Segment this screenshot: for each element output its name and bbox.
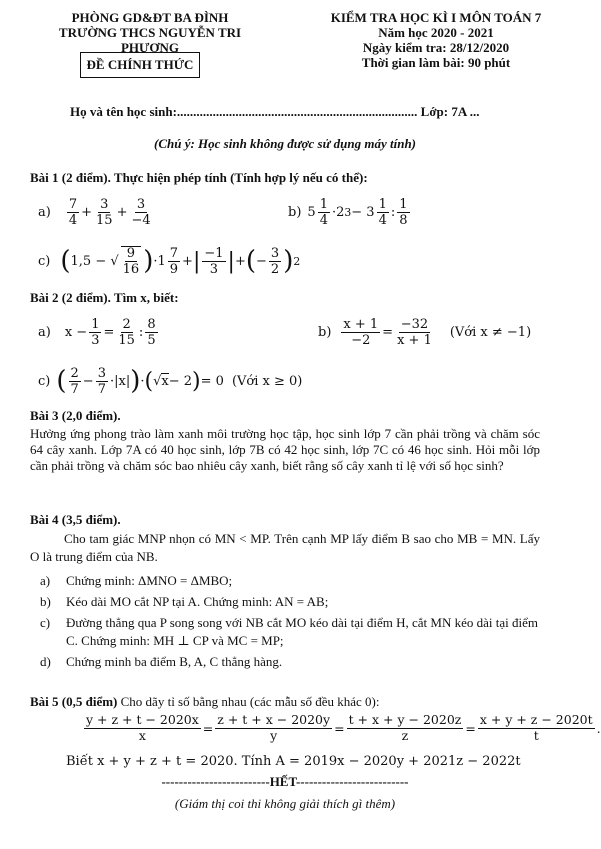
office-name: PHÒNG GD&ĐT BA ĐÌNH — [71, 10, 229, 25]
school-year: Năm học 2020 - 2021 — [378, 25, 494, 40]
bai4-items — [40, 572, 540, 671]
item-label: a) — [40, 573, 51, 588]
bai2-a-label: a) — [38, 325, 51, 340]
exam-duration: Thời gian làm bài: 90 phút — [361, 55, 511, 70]
bai2-b-condition: (Với x ≠ −1) — [449, 325, 532, 340]
bai1-b: b) 5 $\frac{1}{4}$ ·2 3 − 3 $\frac{1}{4}$ : $\frac{1}{8}$ — [288, 197, 408, 228]
school-name: TRƯỜNG THCS NGUYỄN TRI PHƯƠNG — [58, 25, 242, 55]
bai4-item-d — [40, 653, 540, 671]
item-text: Kéo dài MO cắt NP tại A. Chứng minh: AN = AB; — [66, 594, 329, 609]
bai1-c: c) ( 1,5 − √ $\frac{9}{16}$ ) ·1 $\frac{7}{9}$ + | $\frac{-1}{3}$ | + ( − $\frac{3}{2}$ ) 2 — [38, 245, 301, 277]
bai1-title: Bài 1 (2 điểm). Thực hiện phép tính (Tính hợp lý nếu có thể): — [30, 170, 368, 185]
fraction: $\frac{7}{4}$ — [68, 197, 78, 228]
bai3-title: Bài 3 (2,0 điểm). — [30, 408, 121, 423]
ratio-1: $\frac{y + z + t - 2020x}{x}$ — [86, 712, 199, 743]
item-label: d) — [40, 654, 51, 669]
official-label: ĐỀ CHÍNH THỨC — [86, 57, 194, 72]
footer-note: (Giám thị coi thi không giải thích gì thêm) — [174, 796, 396, 811]
bai3-text: Hưởng ứng phong trào làm xanh môi trường học tập, học sinh lớp 7 cần phải trồng và chăm sóc 64 cây xanh. Lớp 7A có 40 học sinh, lớp 7B có 42 học sinh, lớp 7C có 46 học sinh. Hỏi mỗi lớp cần phải trồng và chăm sóc bao nhiêu cây xanh, biết rằng số cây xanh tỉ lệ với số học sinh? — [30, 426, 540, 473]
end-marker: -------------------------HẾT-------------------------- — [161, 774, 409, 789]
exam-date: Ngày kiểm tra: 28/12/2020 — [362, 40, 510, 55]
ratio-3: $\frac{t + x + y - 2020z}{z}$ — [348, 712, 462, 743]
bai5-intro: Cho dãy tỉ số bằng nhau (các mẫu số đều khác 0): — [120, 694, 380, 709]
bai2-b: b) $\frac{x + 1}{-2}$ = $\frac{-32}{x + 1}$ (Với x ≠ −1) — [318, 317, 532, 348]
student-name-label: Họ và tên học sinh:.......................................................................... — [70, 104, 418, 119]
fraction: $\frac{3}{15}$ — [96, 197, 113, 228]
student-line — [70, 104, 540, 120]
bai4-item-b — [40, 593, 540, 611]
bai5-title: Bài 5 (0,5 điểm) — [30, 694, 118, 709]
item-text: Đường thẳng qua P song song với NB cắt MO kéo dài tại điểm H, cắt MN kéo dài tại điểm C. Chứng minh: MH ⊥ CP và MC = MP; — [66, 615, 538, 648]
exam-note: (Chú ý: Học sinh không được sử dụng máy tính) — [153, 136, 417, 151]
exam-title: KIỂM TRA HỌC KÌ I MÔN TOÁN 7 — [330, 10, 542, 25]
bai4-item-a — [40, 572, 540, 590]
item-label: c) — [40, 615, 51, 630]
fraction: $\frac{3}{-4}$ — [131, 197, 151, 228]
bai1-a-label: a) — [38, 205, 51, 220]
bai5-heading — [30, 694, 540, 710]
header-right — [318, 10, 554, 70]
bai2-c-condition: (Với x ≥ 0) — [231, 373, 303, 389]
bai1-c-label: c) — [38, 253, 51, 269]
official-stamp — [80, 52, 200, 78]
ratio-2: $\frac{z + t + x - 2020y}{y}$ — [217, 712, 331, 743]
bai4-item-c — [40, 614, 540, 650]
ratio-4: $\frac{x + y + z - 2020t}{t}$ — [479, 712, 593, 743]
bai5-given: Biết x + y + z + t = 2020. Tính A = 2019x − 2020y + 2021z − 2022t — [66, 754, 521, 769]
bai2-b-label: b) — [318, 325, 332, 340]
class-label: Lớp: 7A ... — [420, 104, 480, 119]
bai2-title: Bài 2 (2 điểm). Tìm x, biết: — [30, 290, 179, 305]
bai2-c: c) ( $\frac{2}{7}$ − $\frac{3}{7}$ ·|x| ) · ( √ x − 2 ) = 0 (Với x ≥ 0) — [38, 365, 303, 397]
bai4-title: Bài 4 (3,5 điểm). — [30, 512, 121, 527]
bai5-ratios: $\frac{y + z + t - 2020x}{x}$ = $\frac{z + t + x - 2020y}{y}$ = $\frac{t + x + y - 2020z}{z}$ = $\frac{x + y + z - 2020t}{t}$ . — [86, 712, 601, 743]
bai2-c-label: c) — [38, 373, 51, 389]
bai1-a: a) $\frac{7}{4}$ + $\frac{3}{15}$ + $\frac{3}{-4}$ — [38, 197, 151, 228]
bai4-intro: Cho tam giác MNP nhọn có MN < MP. Trên cạnh MP lấy điểm B sao cho MB = MN. Lấy O là trung điểm của NB. — [30, 531, 540, 564]
bai1-b-label: b) — [288, 205, 302, 220]
bai2-a: a) x − $\frac{1}{3}$ = $\frac{2}{15}$ : $\frac{8}{5}$ — [38, 317, 156, 348]
header-left — [40, 10, 260, 55]
item-label: b) — [40, 594, 51, 609]
item-text: Chứng minh ba điểm B, A, C thẳng hàng. — [66, 654, 283, 669]
item-text: Chứng minh: ΔMNO = ΔMBO; — [66, 573, 233, 588]
